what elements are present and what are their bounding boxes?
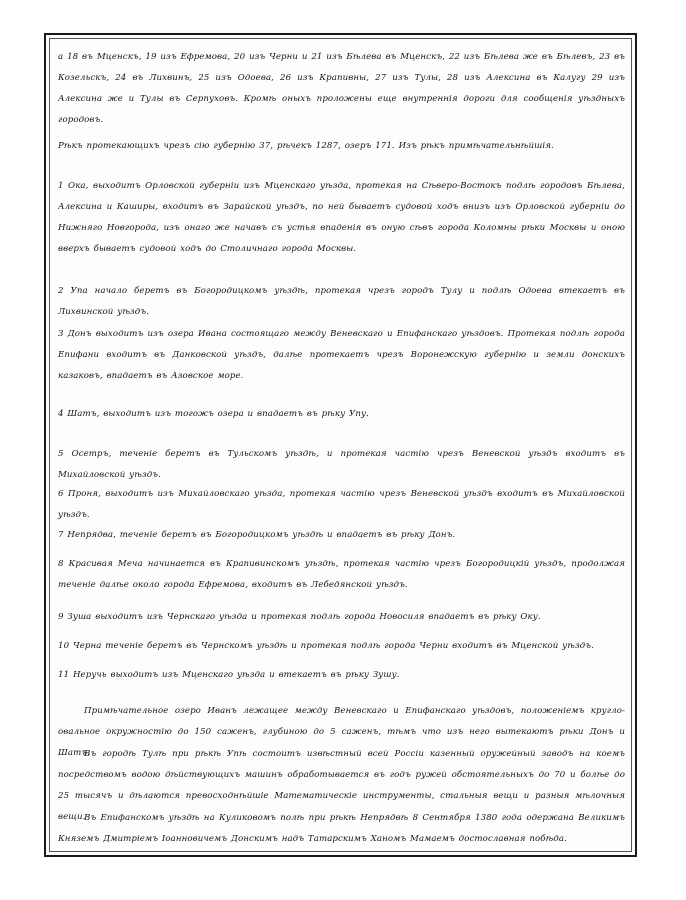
note-paragraph: Въ городѣ Тулѣ при рѣкѣ Упѣ состоитъ извѣстный всей Россіи казенный оружейный заводъ на коемъ посредствомъ водою дѣйствующихъ машинъ обработывается въ годъ ружей обстоятельныхъ до 70 и болѣе до 25 тысячъ и дѣлаются превосходнѣйшіе Математическіе инструменты, стальныя вещи и разныя мѣлочныя вещи. <box>58 749 625 822</box>
river-item: 4 Шатъ, выходитъ изъ тогожъ озера и впадаетъ въ рѣку Упу. <box>58 409 369 419</box>
river-item: 5 Осетръ, теченіе беретъ въ Тульскомъ уѣздѣ, и протекая частію чрезъ Веневской уѣздъ входитъ въ Михайловской уѣздъ. <box>58 449 625 480</box>
manuscript-text <box>58 47 625 845</box>
river-item: 1 Ока, выходитъ Орловской губерніи изъ Мценскаго уѣзда, протекая на Сѣверо-Востокъ подлѣ городовъ Бѣлева, Алексина и Каширы, входитъ въ Зарайской уѣздъ, по ней бываетъ судовой ходъ внизъ изъ Орловской губерніи до Нижняго Новгорода, изъ онаго же начавъ съ устья впаденія въ оную сѣвъ города Коломны рѣки Москвы и оною вверхъ бываетъ судовой ходъ до Столичнаго города Москвы. <box>58 181 625 254</box>
note-paragraph: Въ Епифанскомъ уѣздѣ на Куликовомъ полѣ при рѣкѣ Непрядвѣ 8 Сентября 1380 года одержана Великимъ Княземъ Дмитріемъ Іоанновичемъ Донскимъ надъ Татарскимъ Ханомъ Мамаемъ достославная побѣда. <box>58 813 625 844</box>
river-item: 2 Упа начало беретъ въ Богородицкомъ уѣздѣ, протекая чрезъ городъ Тулу и подлѣ Одоева втекаетъ въ Лихвинской уѣздъ. <box>58 286 625 317</box>
intro-paragraph: а 18 въ Мценскъ, 19 изъ Ефремова, 20 изъ Черни и 21 изъ Бѣлева въ Мценскъ, 22 изъ Бѣлева же въ Бѣлевъ, 23 въ Козельскъ, 24 въ Лихвинъ, 25 изъ Одоева, 26 изъ Крапивны, 27 изъ Тулы, 28 изъ Алексина въ Калугу 29 изъ Алексина же и Тулы въ Серпуховъ. Кромѣ оныхъ проложены еще внутреннія дороги для сообщенія уѣздныхъ городовъ. <box>58 52 625 125</box>
rivers-summary: Рѣкъ протекающихъ чрезъ сію губернію 37, рѣчекъ 1287, озеръ 171. Изъ рѣкъ примѣчательнѣйшія. <box>58 141 554 151</box>
river-item: 6 Проня, выходитъ изъ Михайловскаго уѣзда, протекая частію чрезъ Веневской уѣздъ входитъ въ Михайловской уѣздъ. <box>58 489 625 520</box>
river-item: 3 Донъ выходитъ изъ озера Ивана состоящаго между Веневскаго и Епифанскаго уѣздовъ. Протекая подлѣ города Епифани входитъ въ Данковской уѣздъ, далѣе протекаетъ чрезъ Воронежскую губернію и земли донскихъ казаковъ, впадаетъ въ Азовское море. <box>58 329 625 381</box>
river-item: 8 Красивая Меча начинается въ Крапивинскомъ уѣздѣ, протекая частію чрезъ Богородицкій уѣздъ, продолжая теченіе далѣе около города Ефремова, входитъ въ Лебедянской уѣздъ. <box>58 559 625 590</box>
river-item: 9 Зуша выходитъ изъ Чернскаго уѣзда и протекая подлѣ города Новосиля впадаетъ въ рѣку Оку. <box>58 612 541 622</box>
note-paragraph: Примѣчательное озеро Иванъ лежащее между Веневскаго и Епифанскаго уѣздовъ, положеніемъ кругло-овальное окружностію до 150 саженъ, глубиною до 5 саженъ, тѣмъ что изъ него вытекаютъ рѣки Донъ и Шатъ. <box>58 706 625 758</box>
river-item: 10 Черна теченіе беретъ въ Чернскомъ уѣздѣ и протекая подлѣ города Черни входитъ въ Мценской уѣздъ. <box>58 641 594 651</box>
page-frame <box>44 33 637 857</box>
river-item: 7 Непрядва, теченіе беретъ въ Богородицкомъ уѣздѣ и впадаетъ въ рѣку Донъ. <box>58 530 456 540</box>
river-item: 11 Неручь выходитъ изъ Мценскаго уѣзда и втекаетъ въ рѣку Зушу. <box>58 670 400 680</box>
